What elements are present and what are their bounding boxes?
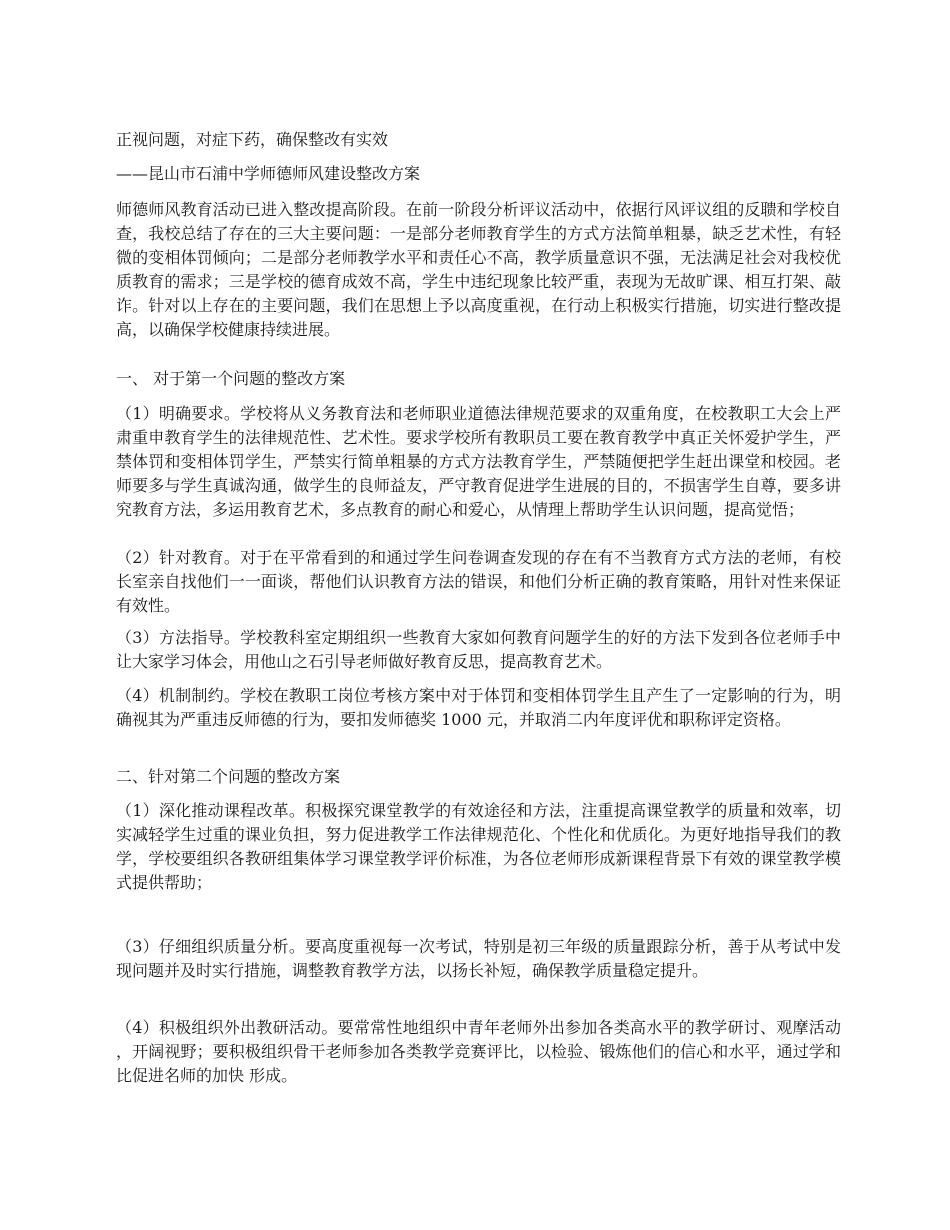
section-2-item-4: （4）积极组织外出教研活动。要常常性地组织中青年老师外出参加各类高水平的教学研讨、观摩活动，开阔视野；要积极组织骨干老师参加各类教学竞赛评比，以检验、锻炼他们的信心和水平，通过学和比促进名师的加快 形成。	[116, 1018, 841, 1085]
section-1-heading: 一、 对于第一个问题的整改方案	[116, 369, 346, 388]
section-2-item-3: （3）仔细组织质量分析。要高度重视每一次考试，特别是初三年级的质量跟踪分析，善于从考试中发现问题并及时实行措施，调整教育教学方法，以扬长补短，确保教学质量稳定提升。	[116, 937, 841, 980]
document-title: 正视问题，对症下药，确保整改有实效	[116, 130, 389, 149]
section-1-item-2: （2）针对教育。对于在平常看到的和通过学生问卷调查发现的存在有不当教育方式方法的老师，有校长室亲自找他们一一面谈，帮他们认识教育方法的错误，和他们分析正确的教育策略，用针对性来保证有效性。	[116, 548, 841, 615]
section-2-item-1: （1）深化推动课程改革。积极探究课堂教学的有效途径和方法，注重提高课堂教学的质量和效率，切实减轻学生过重的课业负担，努力促进教学工作法律规范化、个性化和优质化。为更好地指导我们的教学，学校要组织各教研组集体学习课堂教学评价标准，为各位老师形成新课程背景下有效的课堂教学模式提供帮助；	[116, 801, 841, 892]
section-1-item-4: （4）机制制约。学校在教职工岗位考核方案中对于体罚和变相体罚学生且产生了一定影响的行为，明确视其为严重违反师德的行为，要扣发师德奖 1000 元，并取消二内年度评优和职称评定资格。	[116, 686, 841, 729]
section-1-item-1: （1）明确要求。学校将从义务教育法和老师职业道德法律规范要求的双重角度，在校教职工大会上严肃重申教育学生的法律规范性、艺术性。要求学校所有教职员工要在教育教学中真正关怀爱护学生，严禁体罚和变相体罚学生，严禁实行简单粗暴的方式方法教育学生，严禁随便把学生赶出课堂和校园。老师要多与学生真诚沟通，做学生的良师益友，严守教育促进学生进展的目的，不损害学生自尊，要多讲究教育方法，多运用教育艺术，多点教育的耐心和爱心，从情理上帮助学生认识问题，提高觉悟；	[116, 404, 841, 519]
section-1-item-3: （3）方法指导。学校教科室定期组织一些教育大家如何教育问题学生的好的方法下发到各位老师手中让大家学习体会，用他山之石引导老师做好教育反思，提高教育艺术。	[116, 628, 841, 671]
intro-paragraph: 师德师风教育活动已进入整改提高阶段。在前一阶段分析评议活动中，依据行风评议组的反聩和学校自查，我校总结了存在的三大主要问题：一是部分老师教育学生的方式方法简单粗暴，缺乏艺术性，有轻微的变相体罚倾向；二是部分老师教学水平和责任心不高，教学质量意识不强，无法满足社会对我校优质教育的需求；三是学校的德育成效不高，学生中违纪现象比较严重，表现为无故旷课、相互打架、敲诈。针对以上存在的主要问题，我们在思想上予以高度重视，在行动上积极实行措施，切实进行整改提高，以确保学校健康持续进展。	[116, 200, 841, 339]
document-subtitle: ——昆山市石浦中学师德师风建设整改方案	[116, 164, 421, 183]
section-2-heading: 二、针对第二个问题的整改方案	[116, 767, 341, 786]
